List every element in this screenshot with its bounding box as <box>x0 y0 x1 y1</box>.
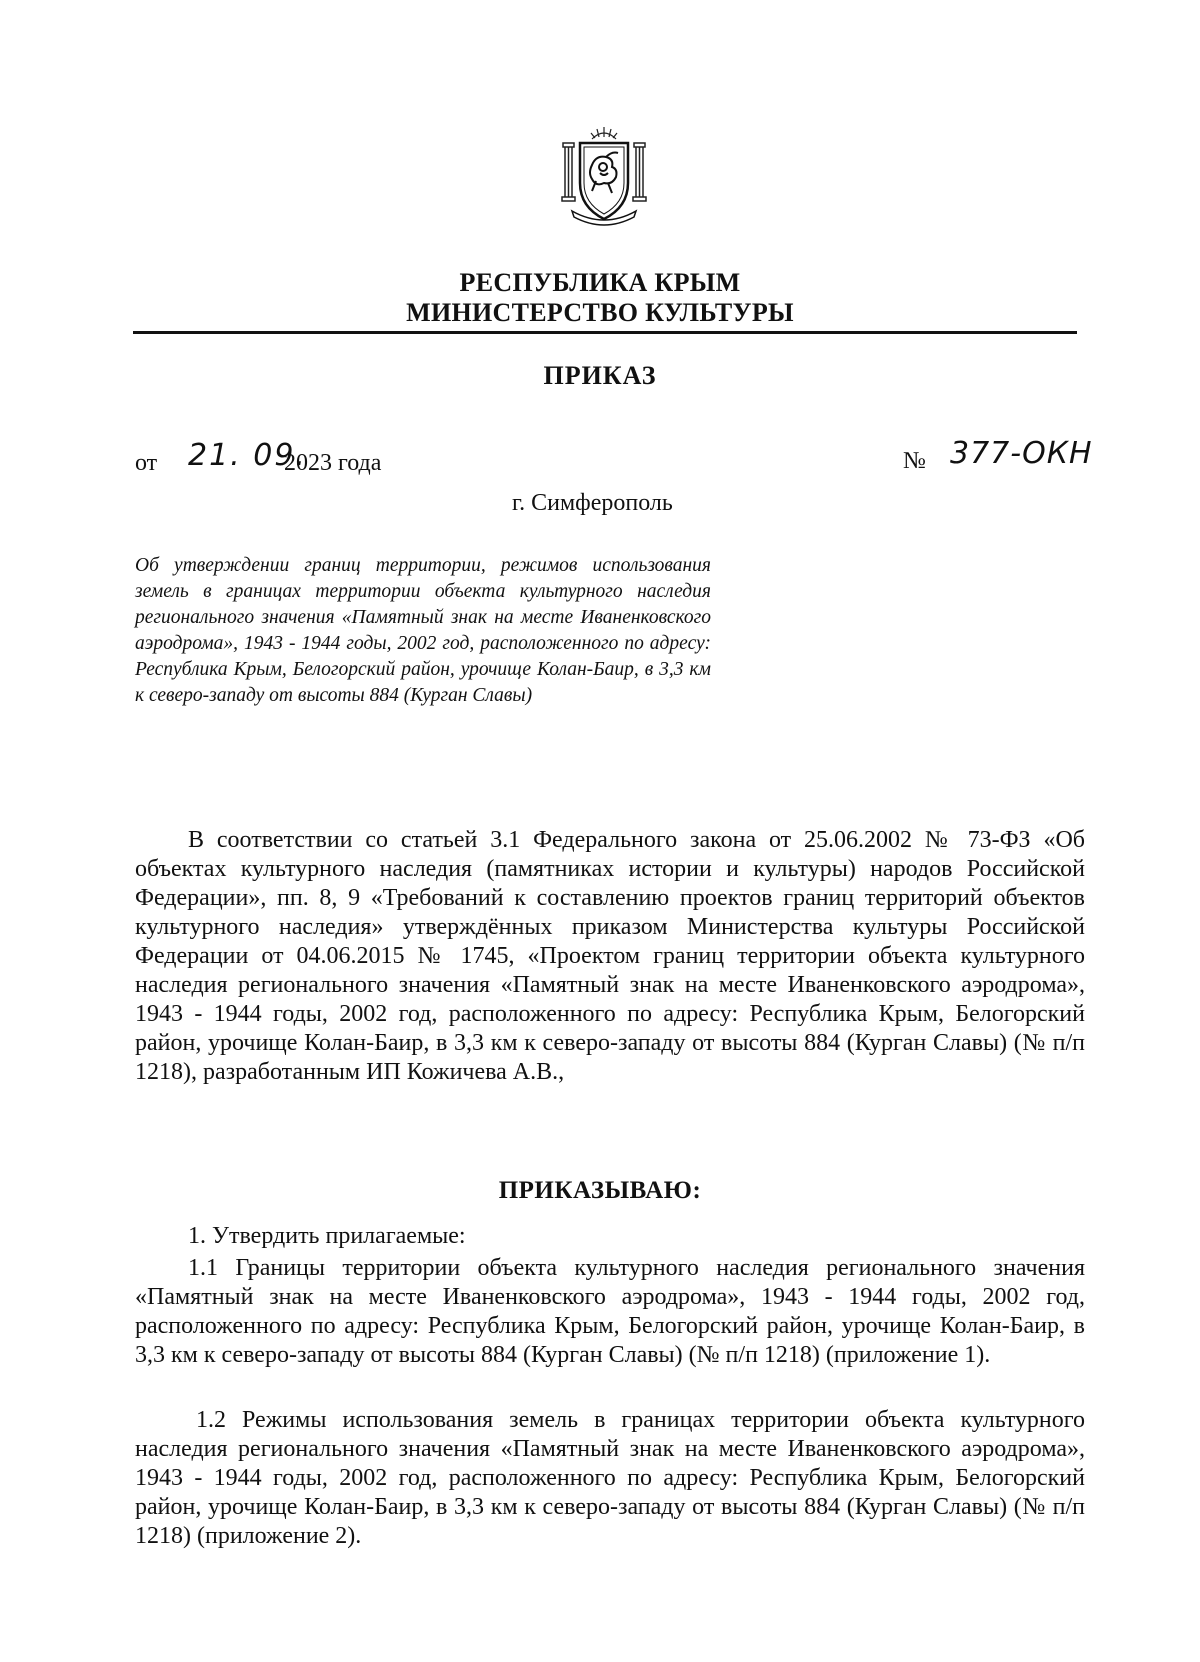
document-type-title: ПРИКАЗ <box>543 361 657 390</box>
crimea-coat-of-arms-icon <box>556 125 652 233</box>
number-sign: № <box>903 448 926 474</box>
header-divider <box>133 331 1077 334</box>
republic-heading: РЕСПУБЛИКА КРЫМ <box>459 268 741 297</box>
date-year: 2023 года <box>284 450 382 476</box>
orders-heading: ПРИКАЗЫВАЮ: <box>498 1177 702 1204</box>
preamble-paragraph: В соответствии со статьей 3.1 Федерального закона от 25.06.2002 № 73-ФЗ «Об объектах культурного наследия (памятниках истории и культуры) народов Российской Федерации», пп. 8, 9 «Требований к составлению проектов границ территорий объектов культурного наследия» утверждённых приказом Министерства культуры Российской Федерации от 04.06.2015 № 1745, «Проектом границ территории объекта культурного наследия регионального значения «Памятный знак на месте Иваненковского аэродрома», 1943 - 1944 годы, 2002 год, расположенного по адресу: Республика Крым, Белогорский район, урочище Колан-Баир, в 3,3 км к северо-западу от высоты 884 (Курган Славы) (№ п/п 1218), разработанным ИП Кожичева А.В., <box>135 827 1085 1085</box>
order-item-1-2: 1.2 Режимы использования земель в границах территории объекта культурного наследия регионального значения «Памятный знак на месте Иваненковского аэродрома», 1943 - 1944 годы, 2002 год, расположенного по адресу: Республика Крым, Белогорский район, урочище Колан-Баир, в 3,3 км к северо-западу от высоты 884 (Курган Славы) (№ п/п 1218) (приложение 2). <box>135 1407 1085 1549</box>
order-item-1-1: 1.1 Границы территории объекта культурного наследия регионального значения «Памятный знак на месте Иваненковского аэродрома», 1943 - 1944 годы, 2002 год, расположенного по адресу: Республика Крым, Белогорский район, урочище Колан-Баир, в 3,3 км к северо-западу от высоты 884 (Курган Славы) (№ п/п 1218) (приложение 1). <box>135 1255 1085 1368</box>
ministry-heading: МИНИСТЕРСТВО КУЛЬТУРЫ <box>406 298 794 327</box>
handwritten-date: 21. 09. <box>188 438 307 473</box>
city: г. Симферополь <box>512 490 673 516</box>
order-item-1: 1. Утвердить прилагаемые: <box>188 1223 466 1249</box>
handwritten-order-number: 377-ОКН <box>950 436 1093 471</box>
order-subject: Об утверждении границ территории, режимов использования земель в границах территории объекта культурного наследия регионального значения «Памятный знак на месте Иваненковского аэродрома», 1943 - 1944 годы, 2002 год, расположенного по адресу: Республика Крым, Белогорский район, урочище Колан-Баир, в 3,3 км к северо-западу от высоты 884 (Курган Славы) <box>135 555 711 706</box>
date-prefix: от <box>135 450 158 476</box>
